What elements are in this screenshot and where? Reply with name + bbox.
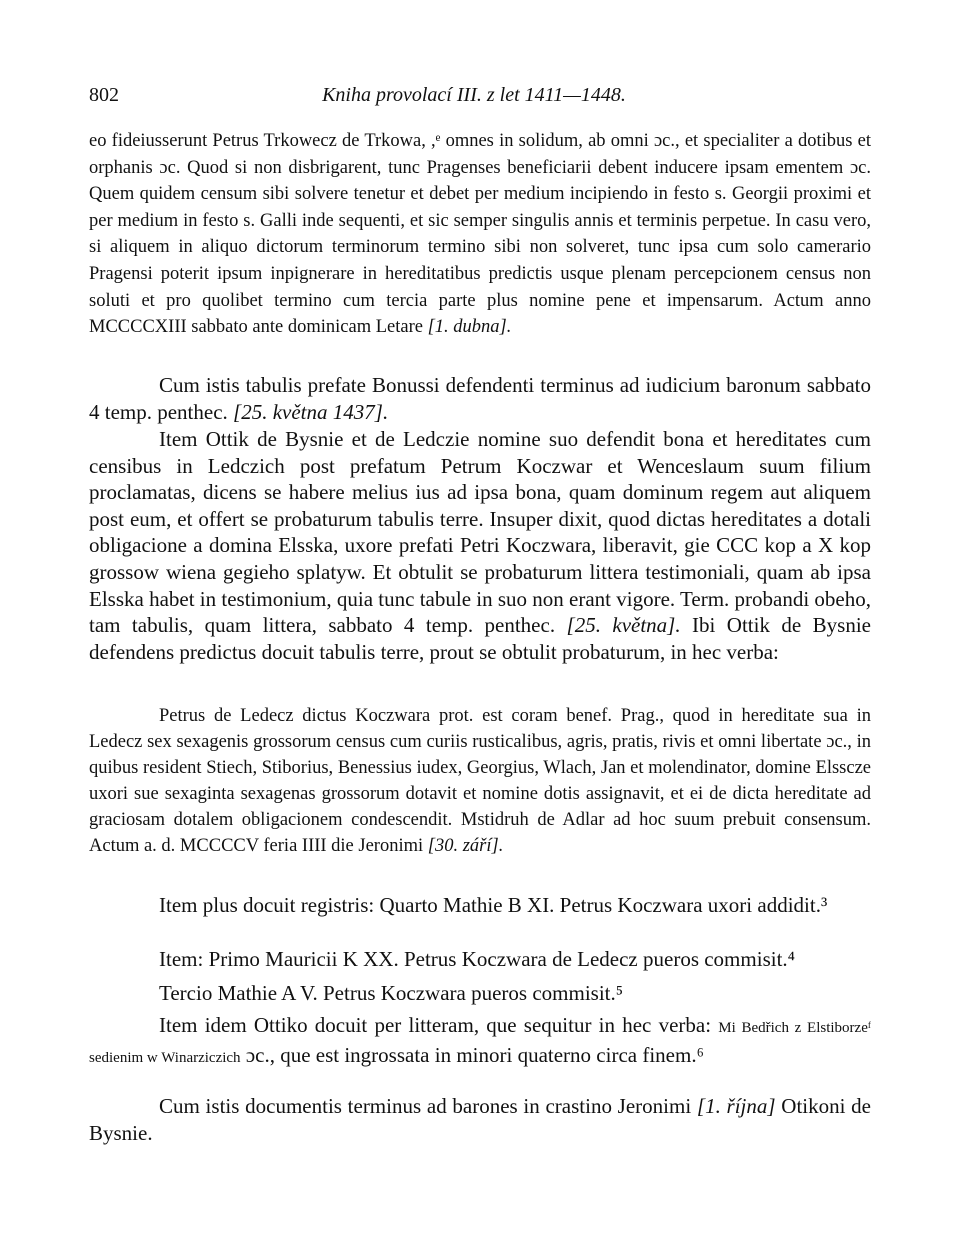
- paragraph-8-date: [1. října]: [696, 1094, 776, 1118]
- paragraph-7-czech: Mi Bedřich z Elstiborzeᶠ sedienim w Winarziczich: [89, 1020, 871, 1066]
- paragraph-8: [89, 1093, 871, 1146]
- paragraph-6-text: Tercio Mathie A V. Petrus Koczwara pueros commisit.⁵: [159, 981, 624, 1005]
- quoted-entry: [89, 703, 871, 859]
- paragraph-3-text-a: Item Ottik de Bysnie et de Ledczie nomine suo defendit bona et hereditates cum censibus in Ledczich post prefatum Petrum Koczwar et Wenceslaum suum filium proclamatas, dicens se habere melius ius ad ipsa bona, quam dominum regem aut aliquem post eum, et offert se probaturum tabulis terre. Insuper dixit, quod dictas hereditates a dotali obligacione a domina Elsska, uxore prefati Petri Koczwara, liberavit, gie CCC kop a X kop grossow wiena gegieho splatyw. Et obtulit se probaturum littera testimoniali, quam ab ipsa Elsska habet in testimonium, quia tunc tabule in suo non erant vigore. Term. probandi obeho, tam tabulis, quam littera, sabbato 4 temp. penthec.: [89, 427, 871, 638]
- paragraph-3-text-b: Ibi Ottik de Bysnie defendens predictus docuit tabulis terre, prout se obtulit probaturum, in hec verba:: [89, 613, 871, 664]
- paragraph-4: [89, 892, 871, 919]
- paragraph-7-text-b: ɔc., que est ingrossata in minori quaterno circa finem.⁶: [245, 1042, 704, 1067]
- quoted-entry-date: [30. září].: [427, 836, 504, 856]
- paragraph-3-date: [25. května].: [566, 613, 681, 638]
- paragraph-8-text-a: Cum istis documentis terminus ad barones in crastino Jeronimi: [159, 1094, 692, 1118]
- paragraph-7-text-a: Item idem Ottiko docuit per litteram, que sequitur in hec verba:: [159, 1013, 712, 1037]
- page-header: [89, 84, 859, 114]
- paragraph-1-date: [1. dubna].: [427, 317, 512, 338]
- paragraph-5-text: Item: Primo Mauricii K XX. Petrus Koczwara de Ledecz pueros commisit.⁴: [159, 947, 795, 971]
- paragraph-6: [89, 980, 871, 1007]
- paragraph-1-text: eo fideiusserunt Petrus Trkowecz de Trkowa, ,ᵉ omnes in solidum, ab omni ɔc., et specialiter a dotibus et orphanis ɔc. Quod si non disbrigarent, tunc Pragenses beneficiarii debent inducere ipsam ementem ɔc. Quem quidem censum sibi solvere tenetur et debet per medium incipiendo in festo s. Georgii proximi et per medium in festo s. Galli inde sequenti, et sic semper singulis annis et terminis perpetue. In casu vero, si aliquem in aliquo dictorum terminorum termino sibi non solveret, tunc ipsa cum solo camerario Pragensi poterit ipsum inpignerare in hereditatibus predictis usque plenam percepcionem census non soluti et pro quolibet termino cum tercia parte plus nomine pene et impensarum. Actum anno MCCCCXIII sabbato ante dominicam Letare: [89, 131, 871, 338]
- paragraph-2-date: [25. května 1437].: [233, 399, 389, 424]
- paragraph-1: [89, 128, 871, 341]
- paragraph-8-text-b: Otikoni de Bysnie.: [89, 1094, 871, 1145]
- paragraph-7: [89, 1012, 871, 1071]
- paragraph-5: [89, 946, 871, 973]
- paragraph-4-text: Item plus docuit registris: Quarto Mathie B XI. Petrus Koczwara uxori addidit.³: [159, 893, 828, 917]
- paragraph-3: [89, 426, 871, 665]
- paragraph-2-text: Cum istis tabulis prefate Bonussi defendenti terminus ad iudicium baronum sabbato 4 temp. penthec.: [89, 373, 871, 424]
- running-title: Kniha provolací III. z let 1411—1448.: [322, 84, 626, 106]
- paragraph-2: [89, 372, 871, 425]
- quoted-entry-text: Petrus de Ledecz dictus Koczwara prot. est coram benef. Prag., quod in hereditate sua in Ledecz sex sexagenis grossorum census cum curiis rusticalibus, agris, pratis, rivis et omni libertate ɔc., in quibus resident Stiech, Stiborius, Benessius iudex, Georgius, Wlach, Jan et molendinator, domine Elsscze uxori sue sexaginta sexagenas grossorum dotavit et nomine dotis assignavit, et ei de dicta hereditate ad graciosam dotalem obligacionem condescendit. Mstidruh de Adlar ad hoc suum prebuit consensum. Actum a. d. MCCCCV feria IIII die Jeronimi: [89, 706, 871, 856]
- page-number: 802: [89, 84, 119, 106]
